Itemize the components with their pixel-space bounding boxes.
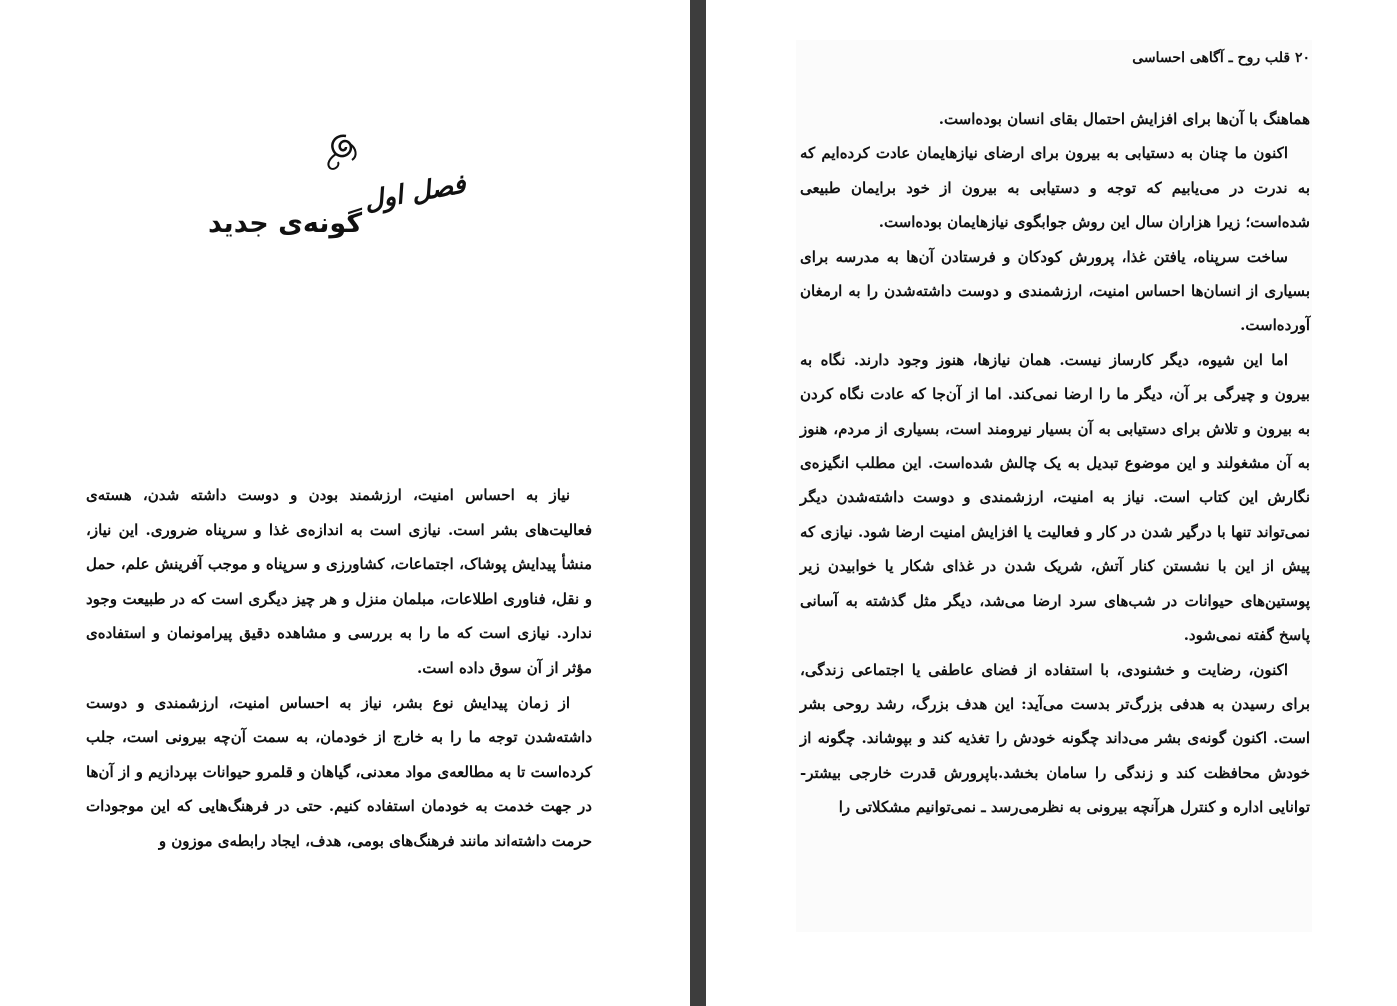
right-paragraph: اکنون ما چنان به دستیابی به بیرون برای ارضای نیازهایمان عادت کرده‌ایم که به ندرت در می‌یابیم که توجه و دستیابی به بیرون از خود برایمان طبیعی شده‌است؛ زیرا هزاران سال این روش جوابگوی نیازهایمان بوده‌است.: [800, 144, 1310, 232]
chapter-title: گونه‌ی جدید: [207, 208, 363, 239]
book-gutter: [690, 0, 706, 1006]
chapter-label: فصل اول: [361, 169, 469, 217]
right-paragraph: اکنون، رضایت و خشنودی، با استفاده از فضای عاطفی یا اجتماعی زندگی، برای رسیدن به هدفی بزرگ‌تر بدست می‌آید: این هدف بزرگ، رشد روحی بشر است. اکنون گونه‌ی بشر می‌داند چگونه خودش را تغذیه کند و بپوشاند. چگونه از خودش محافظت کند و زندگی را سامان بخشد.باپرورش قدرت خارجی بیشتر-توانایی اداره و کنترل هرآنچه بیرونی به نظرمی‌رسد ـ نمی‌توانیم مشکلاتی را: [800, 660, 1310, 817]
right-paragraph: هماهنگ با آن‌ها برای افزایش احتمال بقای انسان بوده‌است.: [938, 110, 1310, 128]
right-paragraph: اما این شیوه، دیگر کارساز نیست. همان نیازها، هنوز وجود دارند. نگاه به بیرون و چیرگی بر آن، دیگر ما را ارضا نمی‌کند. اما از آن‌جا که عادت نگاه کردن به بیرون و تلاش برای دستیابی به آن بسیار نیرومند است، بسیاری از مردم، هنوز به آن مشغولند و این موضوع تبدیل به یک چالش شده‌است. این مطلب انگیزه‌ی نگارش این کتاب است. نیاز به امنیت، ارزشمندی و دوست داشته‌شدن دیگر نمی‌تواند تنها با درگیر شدن در کار و فعالیت یا افزایش امنیت ارضا شود. نیازی که پیش از این با نشستن کنار آتش، شریک شدن در غذای شکار یا خوابیدن زیر پوستین‌های حیوانات در شب‌های سرد ارضا می‌شد، دیگر مثل گذشته به آسانی پاسخ گفته نمی‌شود.: [800, 350, 1310, 645]
left-paragraph: از زمان پیدایش نوع بشر، نیاز به احساس امنیت، ارزشمندی و دوست داشته‌شدن توجه ما را به خارج از خودمان، به سمت آن‌چه بیرونی است، جلب کرده‌است تا به مطالعه‌ی مواد معدنی، گیاهان و قلمرو حیوانات بپردازیم و از آن‌ها در جهت خدمت به خودمان استفاده کنیم. حتی در فرهنگ‌هایی که این موجودات حرمت داشته‌اند مانند فرهنگ‌های بومی، هدف، ایجاد رابطه‌ی موزون و: [86, 693, 592, 850]
right-paragraph: ساخت سرپناه، یافتن غذا، پرورش کودکان و فرستادن آن‌ها به مدرسه برای بسیاری از انسان‌ها احساس امنیت، ارزشمندی و دوست داشته‌شدن را به ارمغان آورده‌است.: [800, 247, 1310, 335]
left-paragraph: نیاز به احساس امنیت، ارزشمند بودن و دوست داشته شدن، هسته‌ی فعالیت‌های بشر است. نیازی است به اندازه‌ی غذا و سرپناه ضروری. این نیاز، منشأ پیدایش پوشاک، اجتماعات، کشاورزی و سرپناه و موجب آفرینش علم، حمل و نقل، فناوری اطلاعات، مبلمان منزل و هر چیز دیگری است که در طبیعت وجود ندارد. نیازی است که ما را به بررسی و مشاهده دقیق پیرامونمان و استفاده‌ی مؤثر از آن سوق داده است.: [86, 486, 592, 677]
running-head: ۲۰ قلب روح ـ آگاهی احساسی: [1132, 50, 1310, 66]
left-page-body: [86, 478, 592, 859]
right-page-body: [800, 102, 1310, 825]
chapter-ornament-icon: [316, 128, 366, 178]
